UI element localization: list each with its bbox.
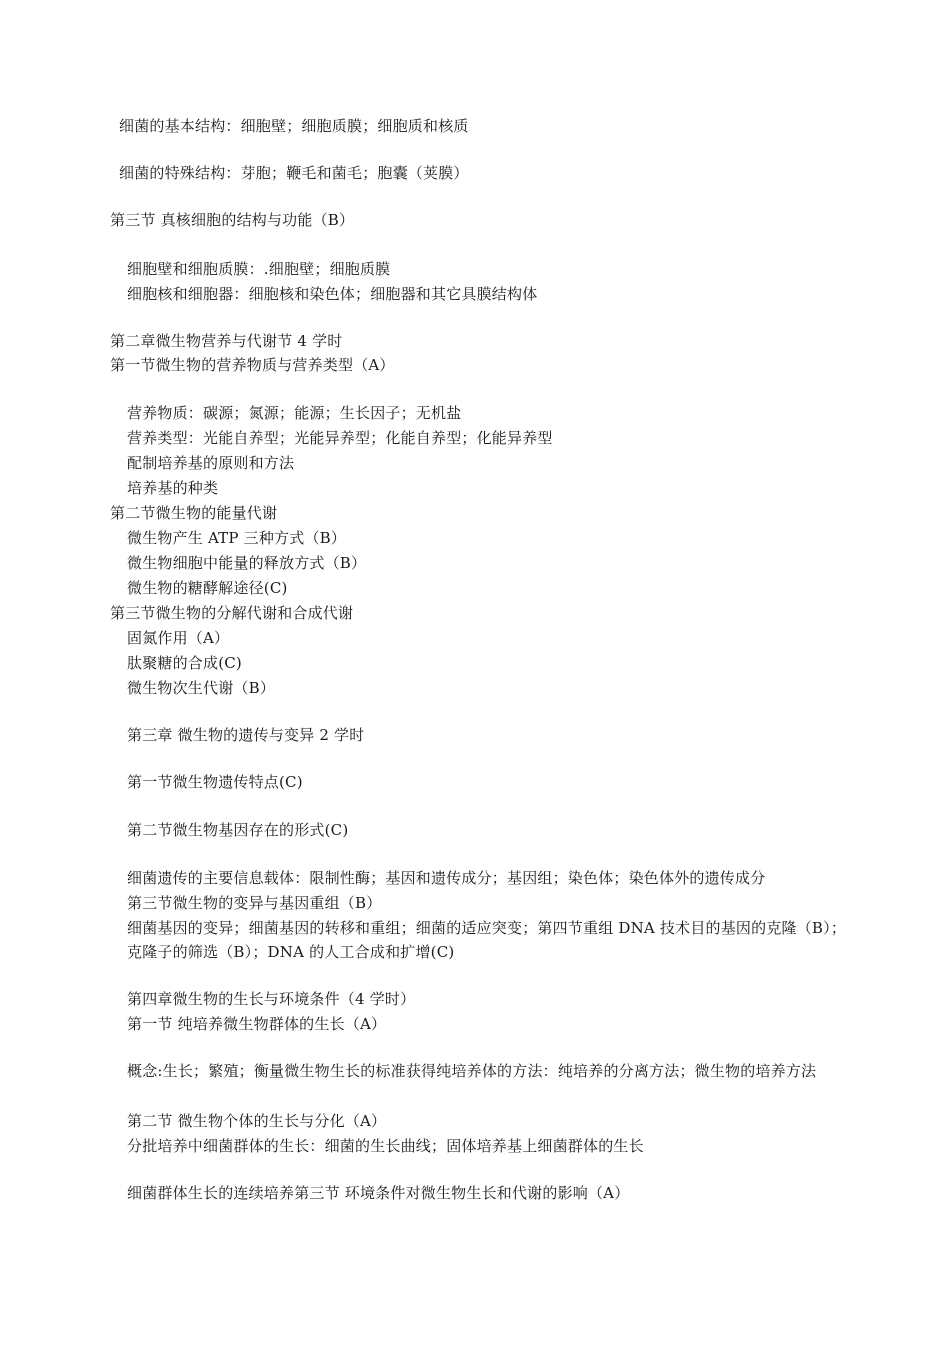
text-line: 营养类型：光能自养型；光能异养型；化能自养型；化能异养型 xyxy=(127,429,553,447)
text-line: 细菌的基本结构：细胞壁；细胞质膜；细胞质和核质 xyxy=(119,117,469,135)
text-line: 细菌群体生长的连续培养第三节 环境条件对微生物生长和代谢的影响（A） xyxy=(127,1184,630,1202)
text-line: 微生物的糖酵解途径(C) xyxy=(127,579,288,597)
section-heading: 第二节微生物的能量代谢 xyxy=(110,504,278,522)
section-heading: 第三节 真核细胞的结构与功能（B） xyxy=(110,211,355,229)
section-heading: 第二节 微生物个体的生长与分化（A） xyxy=(127,1112,387,1130)
chapter-heading: 第三章 微生物的遗传与变异 2 学时 xyxy=(127,726,365,744)
section-heading: 第三节微生物的变异与基因重组（B） xyxy=(127,894,382,912)
text-line: 固氮作用（A） xyxy=(127,629,230,647)
text-line: 营养物质：碳源；氮源；能源；生长因子；无机盐 xyxy=(127,404,462,422)
section-heading: 第一节微生物遗传特点(C) xyxy=(127,773,303,791)
text-line: 培养基的种类 xyxy=(127,479,219,497)
text-line: 微生物产生 ATP 三种方式（B） xyxy=(127,529,347,547)
section-heading: 第一节微生物的营养物质与营养类型（A） xyxy=(110,356,395,374)
section-heading: 第三节微生物的分解代谢和合成代谢 xyxy=(110,604,354,622)
text-line: 细菌的特殊结构：芽胞；鞭毛和菌毛；胞囊（荚膜） xyxy=(119,164,469,182)
text-line: 细胞核和细胞器：细胞核和染色体；细胞器和其它具膜结构体 xyxy=(127,285,538,303)
section-heading: 第二节微生物基因存在的形式(C) xyxy=(127,821,349,839)
text-line: 微生物次生代谢（B） xyxy=(127,679,276,697)
text-paragraph: 细菌基因的变异；细菌基因的转移和重组；细菌的适应突变；第四节重组 DNA 技术目的基因的克隆（B）；克隆子的筛选（B）；DNA 的人工合成和扩增(C) xyxy=(127,919,847,961)
chapter-heading: 第四章微生物的生长与环境条件（4 学时） xyxy=(127,990,416,1008)
text-line: 细胞壁和细胞质膜：.细胞壁；细胞质膜 xyxy=(127,260,391,278)
chapter-heading: 第二章微生物营养与代谢节 4 学时 xyxy=(110,332,343,350)
text-line: 细菌遗传的主要信息载体：限制性酶；基因和遗传成分；基因组；染色体；染色体外的遗传成分 xyxy=(127,869,766,887)
text-line: 配制培养基的原则和方法 xyxy=(127,454,295,472)
text-line: 微生物细胞中能量的释放方式（B） xyxy=(127,554,367,572)
text-paragraph: 概念:生长；繁殖；衡量微生物生长的标准获得纯培养体的方法：纯培养的分离方法；微生物的培养方法 xyxy=(127,1062,817,1080)
text-line: 肽聚糖的合成(C) xyxy=(127,654,242,672)
section-heading: 第一节 纯培养微生物群体的生长（A） xyxy=(127,1015,387,1033)
text-line: 分批培养中细菌群体的生长：细菌的生长曲线；固体培养基上细菌群体的生长 xyxy=(127,1137,644,1155)
